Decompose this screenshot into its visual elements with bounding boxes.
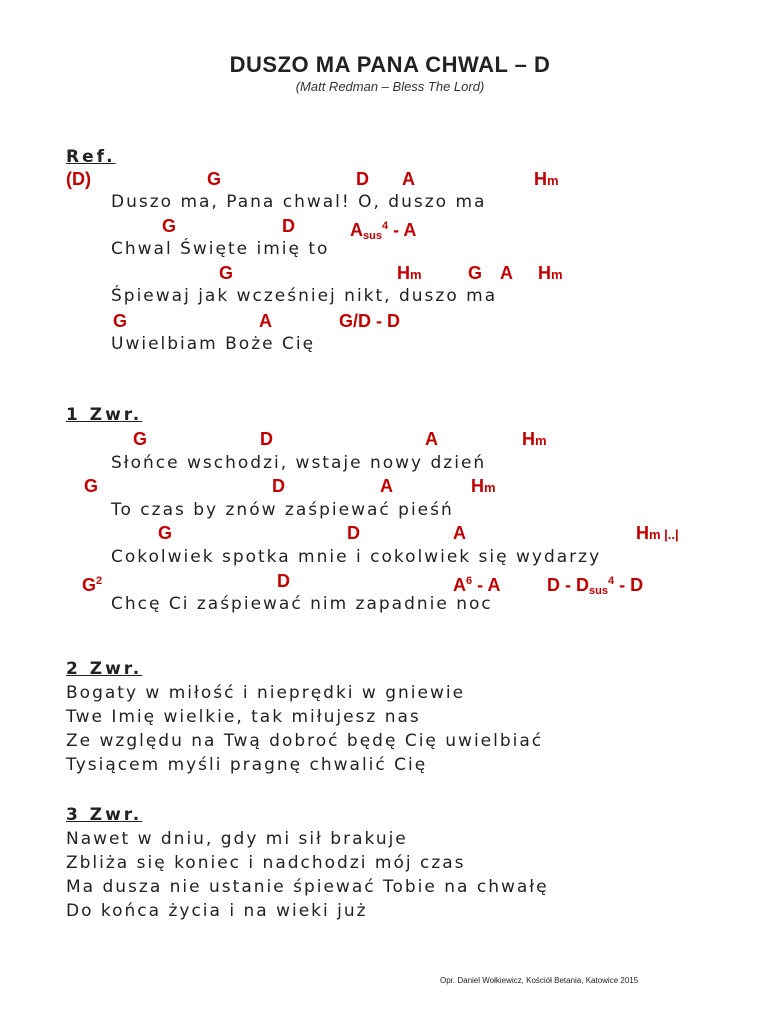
chord: D	[277, 571, 290, 591]
chord-quality: m	[484, 480, 496, 495]
chord-root: H	[636, 523, 649, 543]
arrangement-credit: Opr. Daniel Wołkiewicz, Kościół Betania, Katowice 2015	[440, 976, 639, 985]
lyric-line: Uwielbiam Boże Cię	[111, 334, 316, 354]
chord-ext: 4	[381, 220, 389, 232]
chord-quality: m	[410, 267, 422, 282]
chord-next: - A	[472, 575, 501, 595]
lyric-line: Tysiącem myśli pragnę chwalić Cię	[66, 755, 428, 775]
chord: A	[259, 311, 272, 331]
chord-root: A	[453, 575, 466, 595]
chord-quality: m	[547, 173, 559, 188]
lyric-line: To czas by znów zaśpiewać pieśń	[111, 500, 454, 520]
chord	[350, 215, 416, 247]
song-subtitle: (Matt Redman – Bless The Lord)	[295, 79, 485, 94]
chord: D	[272, 476, 285, 496]
chord: D	[260, 429, 273, 449]
chord: A	[380, 476, 393, 496]
lyric-line: Ma dusza nie ustanie śpiewać Tobie na chwałę	[66, 877, 549, 897]
lyric-line: Duszo ma, Pana chwal! O, duszo ma	[111, 192, 487, 212]
chord-root: H	[538, 263, 551, 283]
chord-root: H	[397, 263, 410, 283]
chord	[547, 570, 643, 602]
lyric-line: Ze względu na Twą dobroć będę Cię uwielbiać	[66, 731, 544, 751]
section-label-verse1: 1 Zwr.	[66, 405, 143, 425]
chord: G	[468, 263, 483, 283]
chord-root: G	[82, 575, 97, 595]
lyric-line: Do końca życia i na wieki już	[66, 901, 368, 921]
chord	[636, 522, 679, 546]
chord-quality: m	[535, 433, 547, 448]
chord-root: D - D	[547, 575, 589, 595]
chord-ext: 4	[607, 575, 615, 587]
chord: (D)	[66, 169, 91, 189]
chord: D	[282, 216, 295, 236]
chord: G	[207, 169, 222, 189]
chord-quality: m	[551, 267, 563, 282]
chord	[522, 428, 547, 452]
chord-next: - D	[614, 575, 644, 595]
chord: G/D - D	[339, 311, 400, 331]
chord-quality: m |..|	[649, 527, 679, 542]
lyric-line: Bogaty w miłość i nieprędki w gniewie	[66, 683, 466, 703]
section-label-verse3: 3 Zwr.	[66, 805, 143, 825]
lyric-line: Twe Imię wielkie, tak miłujesz nas	[66, 707, 421, 727]
chord: G	[162, 216, 177, 236]
chord-root: H	[522, 429, 535, 449]
chord: G	[113, 311, 128, 331]
lyric-line: Zbliża się koniec i nadchodzi mój czas	[66, 853, 466, 873]
chord-next: - A	[393, 220, 417, 240]
chord: A	[453, 523, 466, 543]
chord-ext: 6	[466, 575, 473, 587]
lyric-line: Słońce wschodzi, wstaje nowy dzień	[111, 453, 487, 473]
lyric-line: Chcę Ci zaśpiewać nim zapadnie noc	[111, 594, 493, 614]
lyric-line: Chwal Święte imię to	[111, 239, 330, 259]
chord: G	[84, 476, 99, 496]
chord-ext: 2	[96, 575, 103, 587]
chord-root: H	[534, 169, 547, 189]
chord-sus: sus	[363, 230, 382, 242]
chord-root: H	[471, 476, 484, 496]
song-title: DUSZO MA PANA CHWAL – D	[229, 52, 551, 77]
chord: A	[402, 169, 415, 189]
chord: D	[356, 169, 369, 189]
chord: D	[347, 523, 360, 543]
section-label-verse2: 2 Zwr.	[66, 659, 143, 679]
lyric-line: Śpiewaj jak wcześniej nikt, duszo ma	[111, 286, 498, 306]
chord-sus: sus	[589, 585, 608, 597]
chord: A	[500, 263, 513, 283]
chord	[538, 262, 563, 286]
section-label-refren: Ref.	[66, 147, 116, 167]
chord	[397, 262, 422, 286]
chord	[534, 168, 559, 192]
chord	[82, 570, 102, 596]
lyric-line: Nawet w dniu, gdy mi sił brakuje	[66, 829, 408, 849]
lyric-line: Cokolwiek spotka mnie i cokolwiek się wydarzy	[111, 547, 602, 567]
chord-root: A	[350, 220, 363, 240]
chord: G	[158, 523, 173, 543]
chord: G	[133, 429, 148, 449]
chord: A	[425, 429, 438, 449]
chord: G	[219, 263, 234, 283]
chord	[471, 475, 496, 499]
